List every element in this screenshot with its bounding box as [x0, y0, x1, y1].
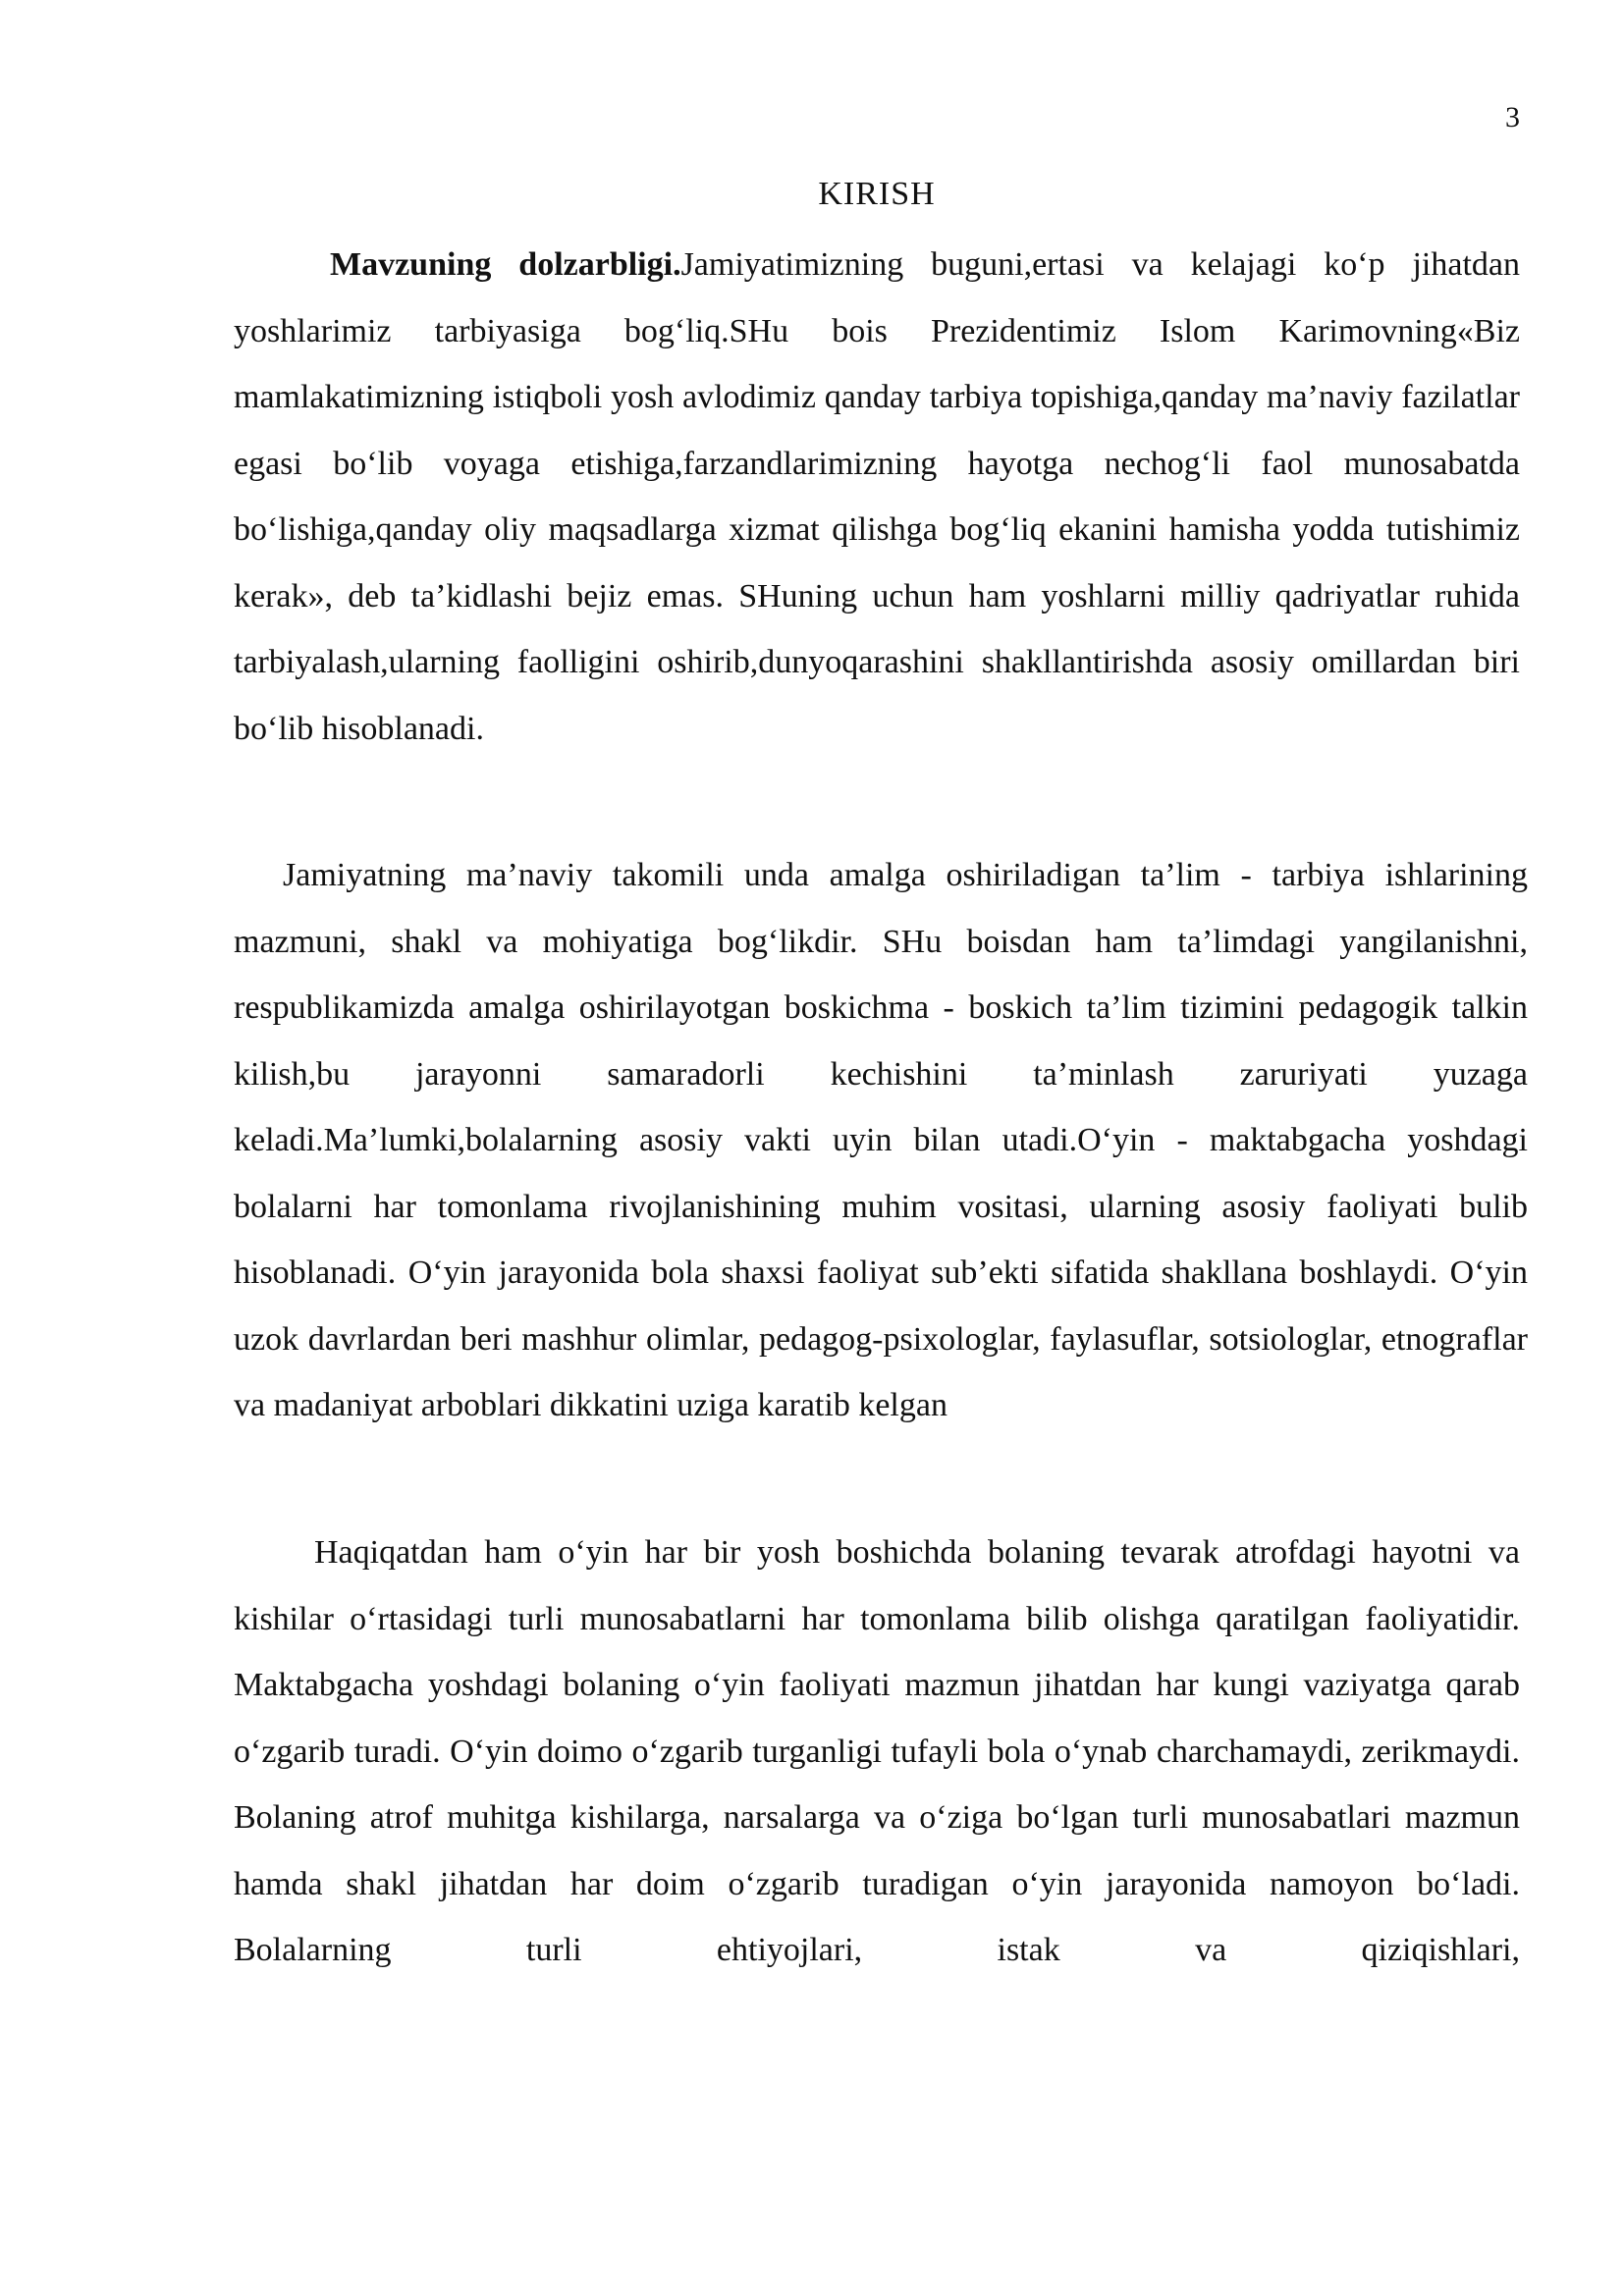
page-number: 3 [1505, 101, 1520, 133]
section-heading: KIRISH [818, 176, 936, 212]
paragraph-play-activity [234, 1520, 1520, 1984]
paragraph-text: Haqiqatdan ham o‘yin har bir yosh boshichda bolaning tevarak atrofdagi hayotni va kishilar o‘rtasidagi turli munosabatlarni har tomonlama bilib olishga qaratilgan faoliyatidir. Maktabgacha yoshdagi bolaning o‘yin faoliyati mazmun jihatdan har kungi vaziyatga qarab o‘zgarib turadi. O‘yin doimo o‘zgarib turganligi tufayli bola o‘ynab charchamaydi, zerikmaydi. Bolaning atrof muhitga kishilarga, narsalarga va o‘ziga bo‘lgan turli munosabatlari mazmun hamda shakl jihatdan har doim o‘zgarib turadigan o‘yin jarayonida namoyon bo‘ladi. Bolalarning turli ehtiyojlari, istak va qiziqishlari, [234, 1534, 1520, 1968]
paragraph-text: Jamiyatning ma’naviy takomili unda amalga oshiriladigan ta’lim - tarbiya ishlarining mazmuni, shakl va mohiyatiga bog‘likdir. SHu boisdan ham ta’limdagi yangilanishni, respublikamizda amalga oshirilayotgan boskichma - boskich ta’lim tizimini pedagogik talkin kilish,bu jarayonni samaradorli kechishini ta’minlash zaruriyati yuzaga keladi.Ma’lumki,bolalarning asosiy vakti uyin bilan utadi.O‘yin - maktabgacha yoshdagi bolalarni har tomonlama rivojlanishining muhim vositasi, ularning asosiy faoliyati bulib hisoblanadi. O‘yin jarayonida bola shaxsi faoliyat sub’ekti sifatida shakllana boshlaydi. O‘yin uzok davrlardan beri mashhur olimlar, pedagog-psixologlar, faylasuflar, sotsiologlar, etnograflar va madaniyat arboblari dikkatini uziga karatib kelgan [234, 857, 1528, 1423]
paragraph-text: Jamiyatimizning buguni,ertasi va kelajagi ko‘p jihatdan yoshlarimiz tarbiyasiga bog‘liq.SHu bois Prezidentimiz Islom Karimovning«Biz mamlakatimizning istiqboli yosh avlodimiz qanday tarbiya topishiga,qanday ma’naviy fazilatlar egasi bo‘lib voyaga etishiga,farzandlarimizning hayotga nechog‘li faol munosabatda bo‘lishiga,qanday oliy maqsadlarga xizmat qilishga bog‘liq ekanini hamisha yodda tutishimiz kerak», deb ta’kidlashi bejiz emas. SHuning uchun ham yoshlarni milliy qadriyatlar ruhida tarbiyalash,ularning faolligini oshirib,dunyoqarashini shakllantirishda asosiy omillardan biri bo‘lib hisoblanadi. [234, 246, 1520, 747]
paragraph-relevance [234, 232, 1520, 762]
paragraph-spiritual-development [234, 842, 1528, 1439]
paragraph-lead: Mavzuning dolzarbligi. [330, 246, 681, 283]
